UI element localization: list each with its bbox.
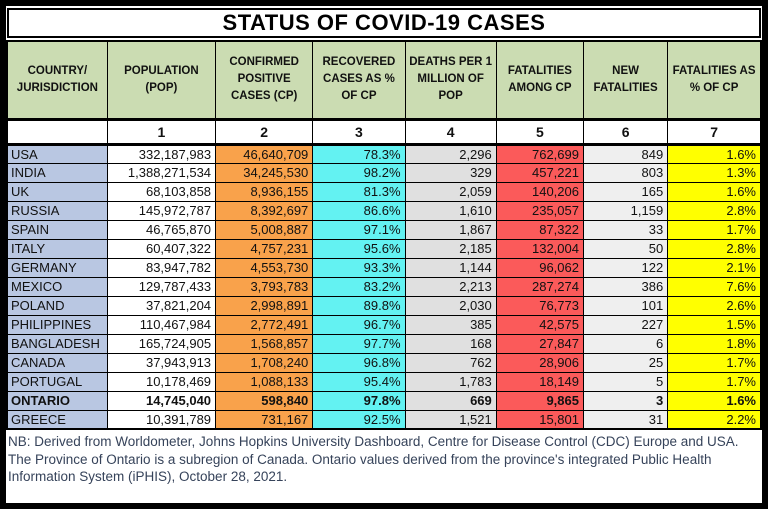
- cell-country: PHILIPPINES: [7, 315, 107, 334]
- cell-new-fatalities: 25: [583, 353, 667, 372]
- header-recovered-pct: RECOVERED CASES AS % OF CP: [313, 41, 405, 119]
- cell-population: 83,947,782: [107, 258, 215, 277]
- cell-deaths-per-million: 762: [405, 353, 496, 372]
- cell-fatality-rate: 1.7%: [668, 220, 761, 239]
- column-number: 4: [405, 119, 496, 144]
- cell-recovered-pct: 98.2%: [313, 163, 405, 182]
- cell-confirmed-cases: 4,553,730: [216, 258, 313, 277]
- covid-cases-table: [6, 40, 762, 430]
- cell-confirmed-cases: 731,167: [216, 410, 313, 429]
- cell-deaths-per-million: 2,185: [405, 239, 496, 258]
- cell-deaths-per-million: 1,783: [405, 372, 496, 391]
- cell-confirmed-cases: 598,840: [216, 391, 313, 410]
- cell-confirmed-cases: 1,708,240: [216, 353, 313, 372]
- cell-fatality-rate: 2.8%: [668, 201, 761, 220]
- cell-new-fatalities: 5: [583, 372, 667, 391]
- cell-country: RUSSIA: [7, 201, 107, 220]
- table-row: [7, 353, 761, 372]
- column-number: 5: [496, 119, 583, 144]
- cell-population: 10,178,469: [107, 372, 215, 391]
- cell-deaths-per-million: 2,213: [405, 277, 496, 296]
- cell-fatality-rate: 1.6%: [668, 391, 761, 410]
- cell-deaths-per-million: 1,610: [405, 201, 496, 220]
- cell-recovered-pct: 86.6%: [313, 201, 405, 220]
- cell-fatalities: 27,847: [496, 334, 583, 353]
- cell-recovered-pct: 96.8%: [313, 353, 405, 372]
- cell-population: 68,103,858: [107, 182, 215, 201]
- cell-country: MEXICO: [7, 277, 107, 296]
- table-row: [7, 239, 761, 258]
- cell-fatalities: 9,865: [496, 391, 583, 410]
- cell-deaths-per-million: 329: [405, 163, 496, 182]
- cell-confirmed-cases: 1,568,857: [216, 334, 313, 353]
- cell-population: 129,787,433: [107, 277, 215, 296]
- cell-fatalities: 28,906: [496, 353, 583, 372]
- cell-confirmed-cases: 2,998,891: [216, 296, 313, 315]
- cell-confirmed-cases: 5,008,887: [216, 220, 313, 239]
- cell-deaths-per-million: 168: [405, 334, 496, 353]
- cell-fatality-rate: 2.6%: [668, 296, 761, 315]
- footnote: NB: Derived from Worldometer, Johns Hopkins University Dashboard, Centre for Disease Control (CDC) Europe and USA. The Province of Ontario is a subregion of Canada. Ontario values derived from the province's integrated Public Health Information System (iPHIS), October 28, 2021.: [6, 430, 762, 486]
- cell-fatalities: 457,221: [496, 163, 583, 182]
- cell-fatality-rate: 7.6%: [668, 277, 761, 296]
- cell-recovered-pct: 96.7%: [313, 315, 405, 334]
- cell-new-fatalities: 165: [583, 182, 667, 201]
- page-title: STATUS OF COVID-19 CASES: [7, 8, 761, 38]
- cell-new-fatalities: 803: [583, 163, 667, 182]
- column-number: 2: [216, 119, 313, 144]
- table-row: [7, 182, 761, 201]
- cell-fatality-rate: 1.7%: [668, 372, 761, 391]
- cell-population: 165,724,905: [107, 334, 215, 353]
- cell-fatalities: 15,801: [496, 410, 583, 429]
- cell-new-fatalities: 849: [583, 144, 667, 163]
- header-new-fatalities: NEW FATALITIES: [583, 41, 667, 119]
- cell-new-fatalities: 3: [583, 391, 667, 410]
- cell-fatality-rate: 1.3%: [668, 163, 761, 182]
- cell-country: USA: [7, 144, 107, 163]
- cell-confirmed-cases: 46,640,709: [216, 144, 313, 163]
- table-row: [7, 277, 761, 296]
- cell-new-fatalities: 227: [583, 315, 667, 334]
- cell-population: 332,187,983: [107, 144, 215, 163]
- table-row: [7, 144, 761, 163]
- cell-new-fatalities: 1,159: [583, 201, 667, 220]
- table-row: [7, 391, 761, 410]
- table-row: [7, 372, 761, 391]
- cell-fatality-rate: 1.7%: [668, 353, 761, 372]
- header-fatalities: FATALITIES AMONG CP: [496, 41, 583, 119]
- cell-fatalities: 76,773: [496, 296, 583, 315]
- header-country: COUNTRY/ JURISDICTION: [7, 41, 107, 119]
- cell-new-fatalities: 101: [583, 296, 667, 315]
- cell-population: 37,943,913: [107, 353, 215, 372]
- cell-new-fatalities: 386: [583, 277, 667, 296]
- cell-recovered-pct: 93.3%: [313, 258, 405, 277]
- cell-fatality-rate: 1.5%: [668, 315, 761, 334]
- cell-deaths-per-million: 1,867: [405, 220, 496, 239]
- cell-recovered-pct: 83.2%: [313, 277, 405, 296]
- cell-fatalities: 762,699: [496, 144, 583, 163]
- cell-country: BANGLADESH: [7, 334, 107, 353]
- cell-country: CANADA: [7, 353, 107, 372]
- cell-country: GREECE: [7, 410, 107, 429]
- table-row: [7, 201, 761, 220]
- cell-population: 110,467,984: [107, 315, 215, 334]
- cell-fatality-rate: 2.2%: [668, 410, 761, 429]
- column-number-blank: [7, 119, 107, 144]
- table-row: [7, 258, 761, 277]
- cell-fatality-rate: 2.8%: [668, 239, 761, 258]
- header-population: POPULATION (POP): [107, 41, 215, 119]
- table-row: [7, 315, 761, 334]
- cell-population: 60,407,322: [107, 239, 215, 258]
- cell-recovered-pct: 89.8%: [313, 296, 405, 315]
- table-row: [7, 296, 761, 315]
- cell-new-fatalities: 122: [583, 258, 667, 277]
- cell-recovered-pct: 97.1%: [313, 220, 405, 239]
- cell-fatalities: 18,149: [496, 372, 583, 391]
- cell-confirmed-cases: 34,245,530: [216, 163, 313, 182]
- table-row: [7, 220, 761, 239]
- table-row: [7, 163, 761, 182]
- cell-country: ITALY: [7, 239, 107, 258]
- cell-deaths-per-million: 2,296: [405, 144, 496, 163]
- cell-deaths-per-million: 385: [405, 315, 496, 334]
- cell-confirmed-cases: 2,772,491: [216, 315, 313, 334]
- cell-new-fatalities: 31: [583, 410, 667, 429]
- header-confirmed-cases: CONFIRMED POSITIVE CASES (CP): [216, 41, 313, 119]
- cell-country: ONTARIO: [7, 391, 107, 410]
- cell-fatalities: 140,206: [496, 182, 583, 201]
- cell-new-fatalities: 33: [583, 220, 667, 239]
- cell-recovered-pct: 97.7%: [313, 334, 405, 353]
- table-row: [7, 334, 761, 353]
- column-number-row: [7, 119, 761, 144]
- cell-fatality-rate: 1.6%: [668, 144, 761, 163]
- cell-confirmed-cases: 8,936,155: [216, 182, 313, 201]
- cell-confirmed-cases: 3,793,783: [216, 277, 313, 296]
- cell-confirmed-cases: 4,757,231: [216, 239, 313, 258]
- cell-deaths-per-million: 1,521: [405, 410, 496, 429]
- cell-country: GERMANY: [7, 258, 107, 277]
- cell-population: 145,972,787: [107, 201, 215, 220]
- table-body: [7, 144, 761, 429]
- cell-recovered-pct: 78.3%: [313, 144, 405, 163]
- column-number: 7: [668, 119, 761, 144]
- cell-fatalities: 235,057: [496, 201, 583, 220]
- cell-recovered-pct: 97.8%: [313, 391, 405, 410]
- cell-country: PORTUGAL: [7, 372, 107, 391]
- cell-confirmed-cases: 8,392,697: [216, 201, 313, 220]
- cell-fatality-rate: 1.6%: [668, 182, 761, 201]
- header-fatality-rate: FATALITIES AS % OF CP: [668, 41, 761, 119]
- cell-fatalities: 96,062: [496, 258, 583, 277]
- cell-confirmed-cases: 1,088,133: [216, 372, 313, 391]
- cell-deaths-per-million: 669: [405, 391, 496, 410]
- cell-recovered-pct: 95.6%: [313, 239, 405, 258]
- cell-recovered-pct: 95.4%: [313, 372, 405, 391]
- cell-fatality-rate: 2.1%: [668, 258, 761, 277]
- column-number: 6: [583, 119, 667, 144]
- table-row: [7, 410, 761, 429]
- cell-recovered-pct: 92.5%: [313, 410, 405, 429]
- cell-population: 37,821,204: [107, 296, 215, 315]
- cell-fatalities: 287,274: [496, 277, 583, 296]
- cell-deaths-per-million: 2,030: [405, 296, 496, 315]
- cell-population: 14,745,040: [107, 391, 215, 410]
- cell-population: 10,391,789: [107, 410, 215, 429]
- cell-recovered-pct: 81.3%: [313, 182, 405, 201]
- cell-population: 46,765,870: [107, 220, 215, 239]
- cell-new-fatalities: 6: [583, 334, 667, 353]
- cell-fatalities: 132,004: [496, 239, 583, 258]
- column-number: 3: [313, 119, 405, 144]
- cell-new-fatalities: 50: [583, 239, 667, 258]
- cell-population: 1,388,271,534: [107, 163, 215, 182]
- cell-country: INDIA: [7, 163, 107, 182]
- cell-fatalities: 87,322: [496, 220, 583, 239]
- cell-country: UK: [7, 182, 107, 201]
- column-number: 1: [107, 119, 215, 144]
- cell-fatality-rate: 1.8%: [668, 334, 761, 353]
- cell-fatalities: 42,575: [496, 315, 583, 334]
- header-deaths-per-million: DEATHS PER 1 MILLION OF POP: [405, 41, 496, 119]
- cell-country: SPAIN: [7, 220, 107, 239]
- cell-country: POLAND: [7, 296, 107, 315]
- cell-deaths-per-million: 1,144: [405, 258, 496, 277]
- column-header-row: [7, 41, 761, 119]
- cell-deaths-per-million: 2,059: [405, 182, 496, 201]
